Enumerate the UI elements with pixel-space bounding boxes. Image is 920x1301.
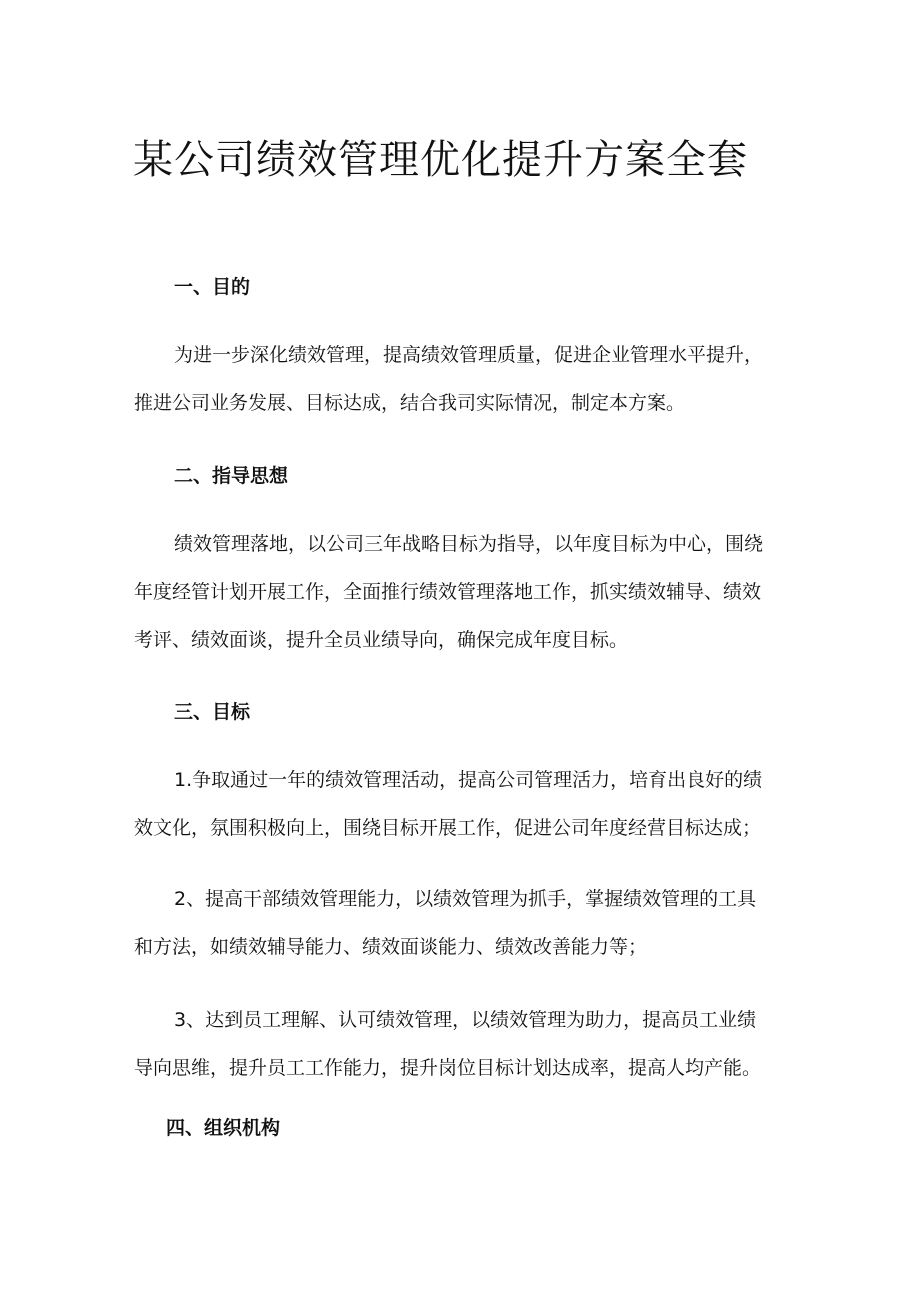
section-purpose-paragraph	[134, 331, 806, 427]
paragraph-line: 考评、绩效面谈，提升全员业绩导向，确保完成年度目标。	[134, 629, 629, 651]
goal-item-2	[134, 875, 806, 971]
goal-item-1	[134, 756, 806, 852]
paragraph-line: 绩效管理落地，以公司三年战略目标为指导，以年度目标为中心，围绕	[174, 533, 764, 555]
goal-item-3	[134, 996, 806, 1092]
section-heading-purpose: 一、目的	[174, 276, 251, 298]
section-heading-guiding-ideology: 二、指导思想	[174, 465, 289, 487]
document-title: 某公司绩效管理优化提升方案全套	[133, 137, 748, 183]
paragraph-line: 2、提高干部绩效管理能力，以绩效管理为抓手，掌握绩效管理的工具	[174, 888, 757, 910]
section-heading-organization: 四、组织机构	[166, 1117, 281, 1139]
section-heading-goals: 三、目标	[174, 701, 251, 723]
paragraph-line: 3、达到员工理解、认可绩效管理，以绩效管理为助力，提高员工业绩	[174, 1009, 757, 1031]
paragraph-line: 效文化，氛围积极向上，围绕目标开展工作，促进公司年度经营目标达成；	[134, 817, 762, 839]
paragraph-line: 年度经管计划开展工作，全面推行绩效管理落地工作，抓实绩效辅导、绩效	[134, 581, 762, 603]
paragraph-line: 和方法，如绩效辅导能力、绩效面谈能力、绩效改善能力等；	[134, 936, 648, 958]
paragraph-line: 推进公司业务发展、目标达成，结合我司实际情况，制定本方案。	[134, 392, 686, 414]
paragraph-line: 导向思维，提升员工工作能力，提升岗位目标计划达成率，提高人均产能。	[134, 1057, 762, 1079]
paragraph-line: 1.争取通过一年的绩效管理活动，提高公司管理活力，培育出良好的绩	[174, 769, 763, 791]
paragraph-line: 为进一步深化绩效管理，提高绩效管理质量，促进企业管理水平提升，	[174, 344, 764, 366]
section-guiding-ideology-paragraph	[134, 520, 806, 664]
